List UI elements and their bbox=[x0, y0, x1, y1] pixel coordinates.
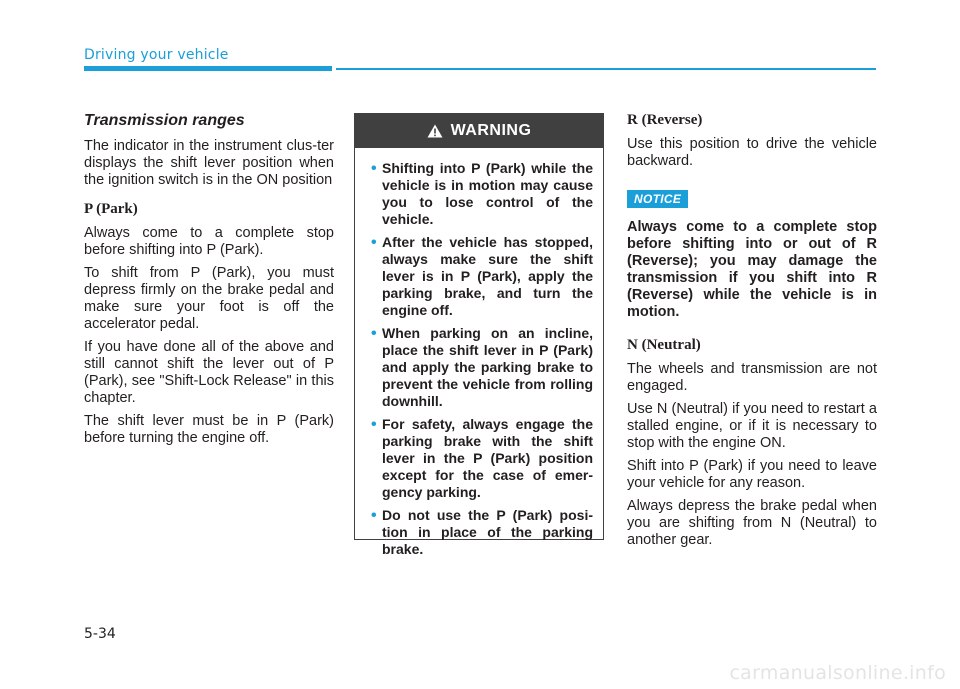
park-heading: P (Park) bbox=[84, 201, 138, 217]
neutral-paragraph: Always depress the brake pedal when you are shifting from N (Neutral) to another gear. bbox=[627, 498, 877, 548]
notice-badge: NOTICE bbox=[627, 190, 688, 208]
page-number: 5-34 bbox=[84, 626, 116, 642]
bullet-icon: • bbox=[371, 416, 377, 433]
header-rule-thick bbox=[84, 66, 332, 71]
warning-item: • After the vehicle has stopped, always make sure the shift lever is in P (Park), apply the parking brake, and turn the engine off. bbox=[371, 234, 593, 318]
warning-box bbox=[354, 113, 604, 557]
watermark-text: carmanualsonline.info bbox=[729, 662, 946, 684]
reverse-paragraph: Use this position to drive the vehicle backward. bbox=[627, 136, 877, 169]
header-rule-thin bbox=[336, 68, 876, 70]
warning-triangle-icon bbox=[427, 124, 443, 138]
intro-paragraph: The indicator in the instrument clus-ter displays the shift lever position when the ignition switch is in the ON position bbox=[84, 138, 334, 188]
warning-title: WARNING bbox=[450, 122, 532, 139]
header-title: Driving your vehicle bbox=[84, 47, 229, 63]
neutral-paragraph: Use N (Neutral) if you need to restart a stalled engine, or if it is necessary to stop with the engine ON. bbox=[627, 401, 877, 451]
notice-paragraph: Always come to a complete stop before shifting into or out of R (Reverse); you may damage the transmission if you shift into R (Reverse) while the vehicle is in motion. bbox=[627, 219, 877, 320]
warning-item: • Shifting into P (Park) while the vehicle is in motion may cause you to lose control of the vehicle. bbox=[371, 160, 593, 227]
neutral-paragraph: The wheels and transmission are not engaged. bbox=[627, 361, 877, 394]
section-title: Transmission ranges bbox=[84, 112, 245, 129]
neutral-paragraph: Shift into P (Park) if you need to leave your vehicle for any reason. bbox=[627, 458, 877, 491]
bullet-icon: • bbox=[371, 160, 377, 177]
right-column bbox=[627, 112, 877, 555]
reverse-heading: R (Reverse) bbox=[627, 112, 703, 128]
neutral-heading: N (Neutral) bbox=[627, 337, 701, 353]
park-paragraph: To shift from P (Park), you must depress firmly on the brake pedal and make sure your foot is off the accelerator pedal. bbox=[84, 265, 334, 332]
warning-header bbox=[355, 114, 603, 148]
warning-list bbox=[355, 148, 603, 558]
warning-item: • Do not use the P (Park) posi-tion in place of the parking brake. bbox=[371, 507, 593, 557]
bullet-icon: • bbox=[371, 507, 377, 524]
warning-item: • For safety, always engage the parking brake with the shift lever in the P (Park) position except for the case of emer-gency parking. bbox=[371, 416, 593, 500]
park-paragraph: Always come to a complete stop before shifting into P (Park). bbox=[84, 225, 334, 258]
warning-item: • When parking on an incline, place the shift lever in P (Park) and apply the parking brake to prevent the vehicle from rolling downhill. bbox=[371, 325, 593, 409]
left-column bbox=[84, 112, 334, 453]
park-paragraph: The shift lever must be in P (Park) before turning the engine off. bbox=[84, 413, 334, 446]
bullet-icon: • bbox=[371, 234, 377, 251]
bullet-icon: • bbox=[371, 325, 377, 342]
park-paragraph: If you have done all of the above and still cannot shift the lever out of P (Park), see "Shift-Lock Release" in this chapter. bbox=[84, 339, 334, 406]
